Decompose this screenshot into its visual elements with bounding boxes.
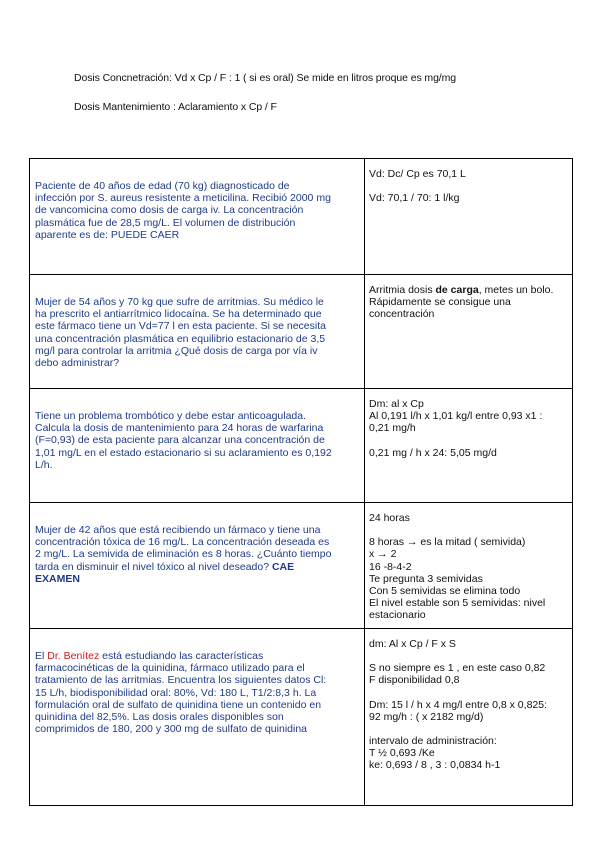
- answer-line: [369, 180, 568, 192]
- question-line: de vancomicina como dosis de carga iv. La concentración: [35, 204, 304, 217]
- answer-line: Dm: al x Cp: [369, 398, 424, 410]
- question-line: plasmática fue de 28,5 mg/L. El volumen de distribución: [35, 216, 296, 229]
- question-line: Paciente de 40 años de edad (70 kg) diagnosticado de: [35, 180, 290, 192]
- answer-line: T ½ 0,693 /Ke: [369, 747, 435, 760]
- question-line: formulación oral de sulfato de quinidina tiene un contenido en: [35, 698, 322, 711]
- answer-line: [369, 524, 568, 536]
- answer-line: 0,21 mg/h: [369, 422, 416, 435]
- question-cell: [30, 389, 365, 503]
- question-line: infección por S. aureus resistente a meticilina. Recibió 2000 mg: [35, 192, 331, 205]
- answer-line: intervalo de administración:: [369, 735, 497, 748]
- answer-line: El nivel estable son 5 semividas: nivel: [369, 597, 546, 610]
- answer-line: Rápidamente se consigue una: [369, 296, 511, 309]
- answer-line: Arritmia dosis de carga, metes un bolo.: [369, 284, 554, 296]
- answer-line: ke: 0,693 / 8 , 3 : 0,0834 h-1: [369, 759, 501, 772]
- question-line: una concentración plasmática en equilibrio estacionario de 3,5: [35, 332, 326, 345]
- table-row: [30, 503, 573, 629]
- question-line: comprimidos de 180, 200 y 300 mg de sulfato de quinidina: [35, 723, 308, 736]
- table-row: [30, 389, 573, 503]
- answer-line: [369, 435, 568, 447]
- answer-line: Vd: Dc/ Cp es 70,1 L: [369, 168, 466, 180]
- answer-line: 8 horas → es la mitad ( semivida): [369, 536, 526, 549]
- question-line: 1,01 mg/L en el estado estacionario si su aclaramiento es 0,192: [35, 446, 332, 459]
- question-line: (F=0,93) de esta paciente para alcanzar una concentración de: [35, 434, 325, 447]
- answer-line: estacionario: [369, 609, 426, 622]
- question-line: tratamiento de las arritmias. Encuentra los siguientes datos Cl:: [35, 674, 327, 687]
- answer-line: Vd: 70,1 / 70: 1 l/kg: [369, 192, 460, 205]
- question-line: Mujer de 42 años que está recibiendo un fármaco y tiene una: [35, 524, 321, 536]
- question-line: EXAMEN: [35, 572, 80, 585]
- table-row: [30, 159, 573, 275]
- answer-cell: [365, 503, 573, 629]
- question-line: mg/l para controlar la arritmia ¿Qué dosis de carga por vía iv: [35, 344, 318, 357]
- answer-cell: [365, 159, 573, 275]
- question-line: 15 L/h, biodisponibilidad oral: 80%, Vd: 180 L, T1/2:8,3 h. La: [35, 686, 317, 699]
- answer-line: F disponibilidad 0,8: [369, 674, 460, 687]
- answer-line: concentración: [369, 308, 435, 321]
- question-line: quinidina del 82,5%. Las dosis orales disponibles son: [35, 711, 284, 724]
- question-line: L/h.: [35, 458, 53, 471]
- answer-line: Con 5 semividas se elimina todo: [369, 585, 521, 598]
- answer-line: Al 0,191 l/h x 1,01 kg/l entre 0,93 x1 :: [369, 410, 543, 423]
- question-line: Tiene un problema trombótico y debe estar anticoagulada.: [35, 410, 307, 422]
- question-cell: [30, 503, 365, 629]
- answer-line: dm: Al x Cp / F x S: [369, 638, 456, 650]
- question-cell: [30, 275, 365, 389]
- answer-line: 92 mg/h : ( x 2182 mg/d): [369, 710, 484, 723]
- doctor-name: Dr. Benítez: [47, 650, 100, 662]
- question-line: Calcula la dosis de mantenimiento para 24 horas de warfarina: [35, 422, 324, 435]
- header-line-concentration: Dosis Concnetración: Vd x Cp / F : 1 ( si es oral) Se mide en litros proque es mg/mg: [74, 72, 457, 84]
- answer-line: 16 -8-4-2: [369, 560, 412, 573]
- answer-line: [369, 650, 568, 662]
- question-line: este fármaco tiene un Vd=77 l en esta paciente. Si se necesita: [35, 320, 326, 333]
- question-line: ha prescrito el antiarrítmico lidocaína. Se ha determinado que: [35, 308, 322, 321]
- question-line: 2 mg/L. La semivida de eliminación es 8 horas. ¿Cuánto tiempo: [35, 548, 332, 561]
- answer-line: 0,21 mg / h x 24: 5,05 mg/d: [369, 446, 497, 459]
- table-row: [30, 275, 573, 389]
- answer-line: S no siempre es 1 , en este caso 0,82: [369, 662, 546, 675]
- question-line: debo administrar?: [35, 357, 120, 370]
- answer-line: x → 2: [369, 548, 397, 561]
- answer-line: 24 horas: [369, 512, 410, 524]
- answer-line: Te pregunta 3 semividas: [369, 572, 483, 585]
- answer-line: [369, 723, 568, 735]
- question-line: farmacocinéticas de la quinidina, fármaco utilizado para el: [35, 662, 305, 675]
- answer-cell: [365, 389, 573, 503]
- question-cell: [30, 159, 365, 275]
- question-line: Mujer de 54 años y 70 kg que sufre de arritmias. Su médico le: [35, 296, 324, 308]
- question-line: El Dr. Benítez está estudiando las características: [35, 650, 264, 662]
- answer-cell: [365, 275, 573, 389]
- question-line: tarda en disminuir el nivel tóxico al nivel deseado? CAE: [35, 560, 295, 573]
- answer-line: [369, 687, 568, 699]
- header-line-maintenance: Dosis Mantenimiento : Aclaramiento x Cp / F: [74, 101, 277, 113]
- table-row: [30, 629, 573, 806]
- answer-line: Dm: 15 l / h x 4 mg/l entre 0,8 x 0,825:: [369, 698, 548, 711]
- question-cell: [30, 629, 365, 806]
- exercise-table: [29, 158, 573, 806]
- question-line: aparente es de: PUEDE CAER: [35, 228, 180, 241]
- question-line: concentración tóxica de 16 mg/L. La concentración deseada es: [35, 536, 330, 549]
- answer-cell: [365, 629, 573, 806]
